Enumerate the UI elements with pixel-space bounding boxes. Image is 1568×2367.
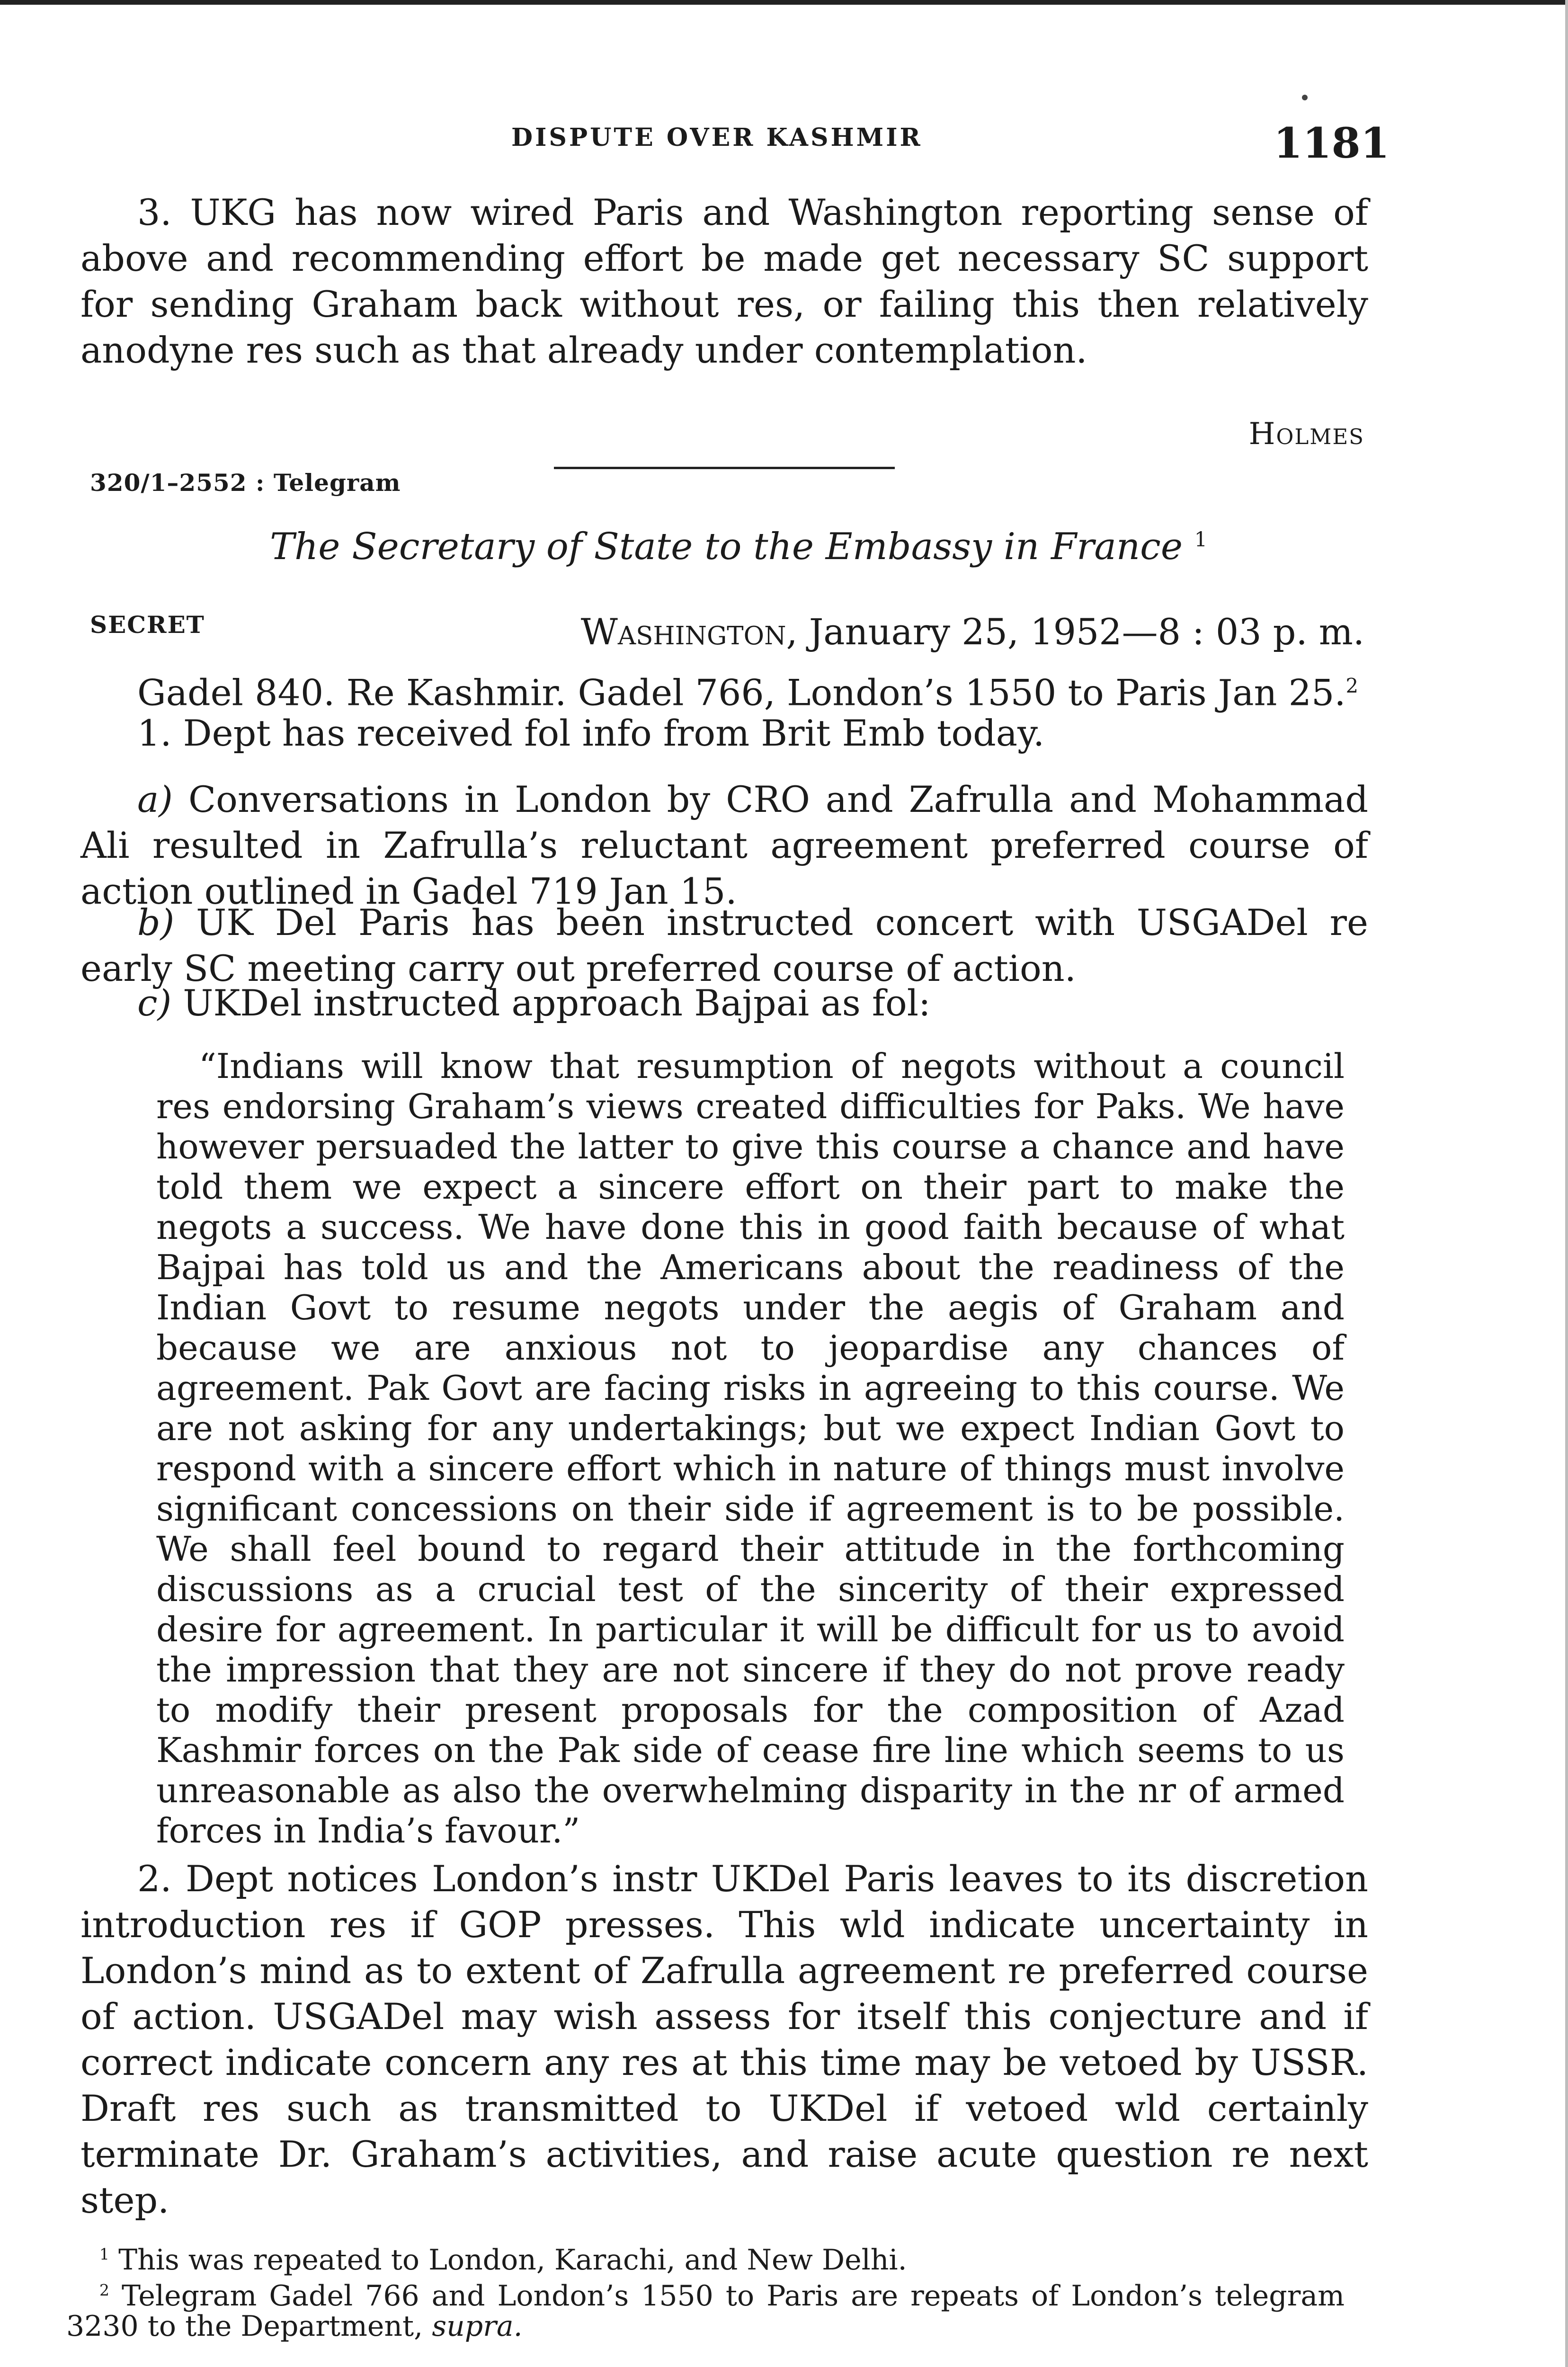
running-head: DISPUTE OVER KASHMIR (511, 123, 923, 152)
top-edge-rule (0, 0, 1568, 5)
item-c-text: UKDel instructed approach Bajpai as fol: (183, 982, 931, 1024)
document-title (270, 525, 1207, 568)
footnote-2 (66, 2275, 1345, 2341)
item-a-marker: a) (137, 778, 173, 820)
dateline (581, 611, 1364, 653)
section-divider (554, 467, 895, 469)
item-b (80, 899, 1368, 991)
footnote-1-text: This was repeated to London, Karachi, and New Delhi. (118, 2243, 907, 2277)
dateline-date: January 25, 1952—8 : 03 p. m. (809, 611, 1364, 653)
paragraph-2: 2. Dept notices London’s instr UKDel Paris leaves to its discretion introduction res if GOP presses. This wld indicate uncertainty in London’s mind as to extent of Zafrulla agreement re preferred course of action. USGADel may wish assess for itself this conjecture and if correct indicate concern any res at this time may be vetoed by USSR. Draft res such as transmitted to UKDel if vetoed wld certainly terminate Dr. Graham’s activities, and raise acute question re next step. (80, 1858, 1368, 2221)
item-c (80, 980, 1368, 1026)
footnote-2-text: Telegram Gadel 766 and London’s 1550 to Paris are repeats of London’s telegram 3230 to the Department, (66, 2279, 1345, 2343)
footnote-1-marker: 1 (99, 2245, 109, 2263)
block-quote-message-to-bajpai: “Indians will know that resumption of negots without a council res endorsing Graham’s views created difficulties for Paks. We have however persuaded the latter to give this course a chance and have told them we expect a sincere effort on their part to make the negots a success. We have done this in good faith because of what Bajpai has told us and the Americans about the readiness of the Indian Govt to resume negots under the aegis of Graham and because we are anxious not to jeopardise any chances of agreement. Pak Govt are facing risks in agreeing to this course. We are not asking for any undertakings; but we expect Indian Govt to respond with a sincere effort which in nature of things must involve significant concessions on their side if agreement is to be possible. We shall feel bound to regard their attitude in the forthcoming discussions as a crucial test of the sincerity of their expressed desire for agreement. In particular it will be difficult for us to avoid the impression that they are not sincere if they do not prove ready to modify their present proposals for the composition of Azad Kashmir forces on the Pak side of cease fire line which seems to us unreasonable as also the overwhelming disparity in the nr of armed forces in India’s favour.” (156, 1046, 1345, 1851)
classification-label: SECRET (90, 611, 205, 639)
item-a (80, 776, 1368, 914)
gadel-reference-text: Gadel 840. Re Kashmir. Gadel 766, London’s 1550 to Paris Jan 25. (137, 671, 1346, 714)
footnote-ref-1: 1 (1194, 528, 1208, 552)
page-number: 1181 (1274, 118, 1390, 168)
item-c-marker: c) (137, 982, 172, 1024)
speck-mark (1302, 95, 1308, 100)
footnote-1 (66, 2239, 1345, 2275)
file-reference: 320/1–2552 : Telegram (90, 469, 401, 497)
item-b-text: UK Del Paris has been instructed concert with USGADel re early SC meeting carry out preferred course of action. (80, 901, 1368, 989)
paragraph-1-intro: 1. Dept has received fol info from Brit Emb today. (137, 712, 1045, 754)
footnotes (66, 2239, 1345, 2341)
footnote-ref-2: 2 (1345, 674, 1359, 697)
footnote-2-supra: supra. (432, 2310, 523, 2343)
right-page-edge (1565, 0, 1568, 2367)
gadel-reference-line (80, 663, 1368, 715)
previous-document-paragraph-3: 3. UKG has now wired Paris and Washington reporting sense of above and recommending effort be made get necessary SC support for sending Graham back without res, or failing this then relatively anodyne res such as that already under contemplation. (80, 191, 1368, 371)
document-title-text: The Secretary of State to the Embassy in France (270, 525, 1183, 568)
item-a-text: Conversations in London by CRO and Zafrulla and Mohammad Ali resulted in Zafrulla’s reluctant agreement preferred course of action outlined in Gadel 719 Jan 15. (80, 778, 1368, 912)
signature-holmes: Holmes (1248, 417, 1364, 452)
dateline-place: Washington, (580, 611, 798, 653)
footnote-2-marker: 2 (99, 2281, 109, 2299)
item-b-marker: b) (137, 901, 175, 943)
